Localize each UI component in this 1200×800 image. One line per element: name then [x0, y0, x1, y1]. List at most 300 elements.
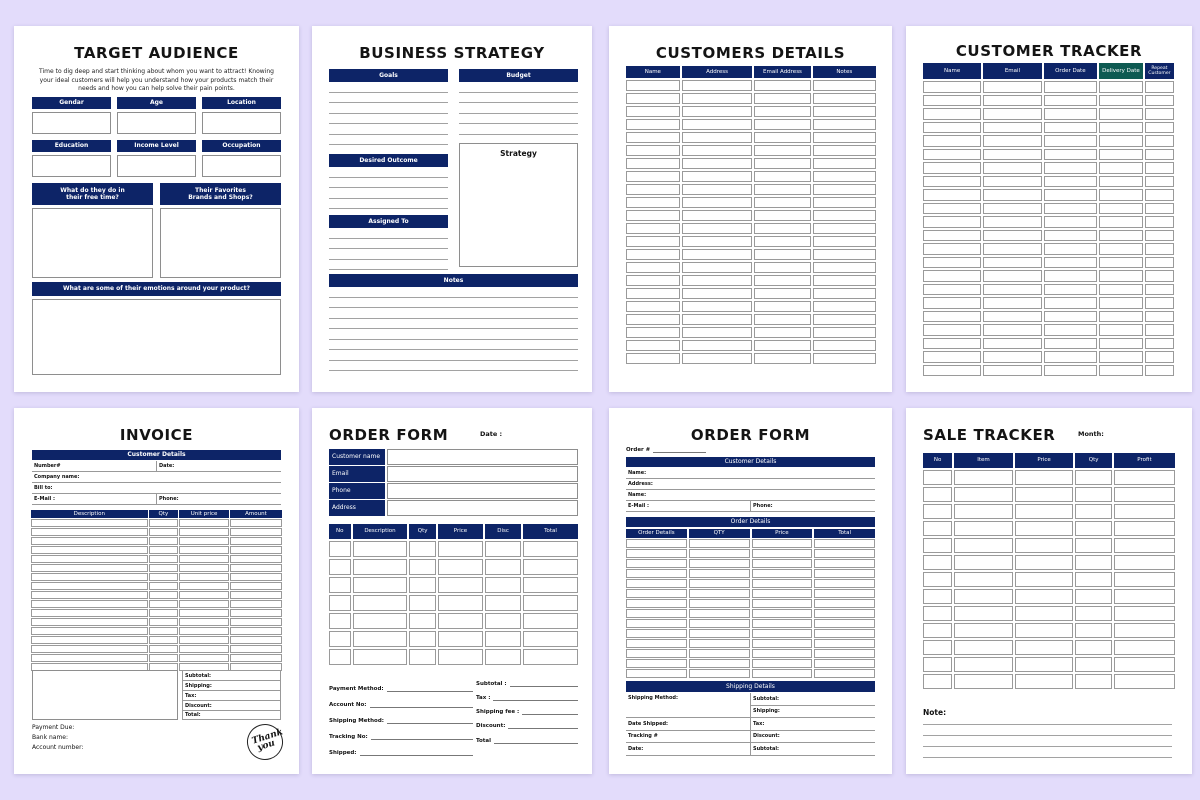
table-cell[interactable]: [923, 365, 981, 377]
table-cell[interactable]: [814, 669, 875, 678]
table-cell[interactable]: [626, 599, 687, 608]
shipping-method-field[interactable]: [329, 708, 473, 724]
subtotal-row[interactable]: Subtotal:: [182, 670, 281, 680]
table-cell[interactable]: [923, 311, 981, 323]
table-cell[interactable]: [1145, 351, 1174, 363]
table-cell[interactable]: [689, 549, 750, 558]
table-cell[interactable]: [689, 619, 750, 628]
table-cell[interactable]: [179, 519, 229, 527]
table-cell[interactable]: [1044, 122, 1097, 134]
table-cell[interactable]: [983, 162, 1041, 174]
table-cell[interactable]: [923, 176, 981, 188]
name-field[interactable]: Name:: [626, 468, 875, 479]
table-cell[interactable]: [1114, 521, 1175, 536]
table-cell[interactable]: [523, 541, 578, 557]
tax-row[interactable]: Tax:: [182, 690, 281, 700]
table-cell[interactable]: [485, 541, 521, 557]
table-cell[interactable]: [230, 591, 282, 599]
table-cell[interactable]: [923, 487, 952, 502]
number-field[interactable]: Number#: [32, 461, 157, 472]
table-cell[interactable]: [1044, 257, 1097, 269]
table-cell[interactable]: [409, 541, 435, 557]
phone-input[interactable]: [387, 483, 578, 499]
table-cell[interactable]: [1075, 572, 1112, 587]
table-cell[interactable]: [1044, 230, 1097, 242]
table-cell[interactable]: [923, 470, 952, 485]
table-cell[interactable]: [1044, 203, 1097, 215]
table-cell[interactable]: [923, 95, 981, 107]
table-cell[interactable]: [689, 539, 750, 548]
table-cell[interactable]: [923, 324, 981, 336]
table-cell[interactable]: [689, 569, 750, 578]
table-cell[interactable]: [1044, 149, 1097, 161]
table-cell[interactable]: [523, 577, 578, 593]
table-cell[interactable]: [149, 645, 179, 653]
table-cell[interactable]: [149, 591, 179, 599]
discount-row[interactable]: Discount:: [182, 700, 281, 710]
table-cell[interactable]: [626, 301, 680, 312]
table-cell[interactable]: [813, 171, 876, 182]
table-cell[interactable]: [752, 629, 813, 638]
table-cell[interactable]: [329, 541, 351, 557]
table-cell[interactable]: [1099, 351, 1143, 363]
email-field[interactable]: E-Mail :: [32, 494, 157, 505]
table-cell[interactable]: [1099, 162, 1143, 174]
table-cell[interactable]: [626, 589, 687, 598]
table-cell[interactable]: [1099, 270, 1143, 282]
table-cell[interactable]: [754, 158, 810, 169]
table-cell[interactable]: [1114, 606, 1175, 621]
table-cell[interactable]: [438, 631, 483, 647]
email-input[interactable]: [387, 466, 578, 482]
table-cell[interactable]: [329, 649, 351, 665]
table-cell[interactable]: [1015, 623, 1074, 638]
table-cell[interactable]: [626, 659, 687, 668]
table-cell[interactable]: [31, 519, 148, 527]
table-cell[interactable]: [1114, 640, 1175, 655]
date-shipped-field[interactable]: Date Shipped:: [626, 718, 750, 731]
subtotal2-field[interactable]: Subtotal:: [751, 743, 875, 756]
table-cell[interactable]: [626, 649, 687, 658]
table-cell[interactable]: [626, 210, 680, 221]
table-cell[interactable]: [983, 230, 1041, 242]
table-cell[interactable]: [754, 314, 810, 325]
table-cell[interactable]: [682, 262, 753, 273]
table-cell[interactable]: [230, 618, 282, 626]
table-cell[interactable]: [954, 487, 1013, 502]
date-field[interactable]: Date:: [157, 461, 281, 472]
table-cell[interactable]: [179, 546, 229, 554]
table-cell[interactable]: [230, 537, 282, 545]
table-cell[interactable]: [179, 618, 229, 626]
table-cell[interactable]: [1075, 555, 1112, 570]
location-box[interactable]: [202, 112, 281, 134]
table-cell[interactable]: [923, 135, 981, 147]
free-time-box[interactable]: [32, 208, 153, 278]
table-cell[interactable]: [1099, 216, 1143, 228]
table-cell[interactable]: [923, 674, 952, 689]
table-cell[interactable]: [983, 216, 1041, 228]
table-cell[interactable]: [682, 93, 753, 104]
table-cell[interactable]: [1099, 324, 1143, 336]
table-cell[interactable]: [1145, 189, 1174, 201]
table-cell[interactable]: [1114, 504, 1175, 519]
table-cell[interactable]: [983, 122, 1041, 134]
total-row[interactable]: Total:: [182, 710, 281, 720]
table-cell[interactable]: [149, 609, 179, 617]
table-cell[interactable]: [754, 132, 810, 143]
table-cell[interactable]: [1145, 230, 1174, 242]
table-cell[interactable]: [1044, 189, 1097, 201]
table-cell[interactable]: [689, 649, 750, 658]
table-cell[interactable]: [626, 80, 680, 91]
table-cell[interactable]: [626, 132, 680, 143]
subtotal-field[interactable]: [476, 673, 578, 687]
table-cell[interactable]: [1099, 95, 1143, 107]
table-cell[interactable]: [523, 631, 578, 647]
tracking-no-field[interactable]: [329, 724, 473, 740]
table-cell[interactable]: [813, 353, 876, 364]
table-cell[interactable]: [1114, 538, 1175, 553]
table-cell[interactable]: [954, 555, 1013, 570]
table-cell[interactable]: [689, 639, 750, 648]
table-cell[interactable]: [1044, 311, 1097, 323]
table-cell[interactable]: [923, 81, 981, 93]
table-cell[interactable]: [149, 582, 179, 590]
table-cell[interactable]: [409, 595, 435, 611]
table-cell[interactable]: [179, 528, 229, 536]
table-cell[interactable]: [1015, 521, 1074, 536]
table-cell[interactable]: [1099, 135, 1143, 147]
table-cell[interactable]: [752, 559, 813, 568]
table-cell[interactable]: [1044, 243, 1097, 255]
table-cell[interactable]: [752, 609, 813, 618]
table-cell[interactable]: [923, 589, 952, 604]
table-cell[interactable]: [754, 301, 810, 312]
table-cell[interactable]: [1099, 284, 1143, 296]
table-cell[interactable]: [923, 270, 981, 282]
table-cell[interactable]: [1145, 176, 1174, 188]
table-cell[interactable]: [1044, 351, 1097, 363]
table-cell[interactable]: [179, 573, 229, 581]
table-cell[interactable]: [689, 659, 750, 668]
payment-method-field[interactable]: [329, 676, 473, 692]
table-cell[interactable]: [626, 340, 680, 351]
table-cell[interactable]: [954, 572, 1013, 587]
table-cell[interactable]: [1145, 216, 1174, 228]
table-cell[interactable]: [1075, 538, 1112, 553]
table-cell[interactable]: [752, 639, 813, 648]
table-cell[interactable]: [626, 327, 680, 338]
table-cell[interactable]: [626, 629, 687, 638]
table-cell[interactable]: [682, 197, 753, 208]
table-cell[interactable]: [523, 649, 578, 665]
table-cell[interactable]: [1099, 122, 1143, 134]
table-cell[interactable]: [1015, 589, 1074, 604]
table-cell[interactable]: [754, 171, 810, 182]
table-cell[interactable]: [31, 645, 148, 653]
discount-field[interactable]: [476, 715, 578, 729]
table-cell[interactable]: [813, 327, 876, 338]
table-cell[interactable]: [983, 284, 1041, 296]
table-cell[interactable]: [626, 639, 687, 648]
table-cell[interactable]: [1099, 338, 1143, 350]
table-cell[interactable]: [626, 609, 687, 618]
table-cell[interactable]: [1075, 504, 1112, 519]
subtotal-field[interactable]: Subtotal:: [751, 693, 875, 706]
table-cell[interactable]: [230, 636, 282, 644]
table-cell[interactable]: [983, 324, 1041, 336]
table-cell[interactable]: [983, 351, 1041, 363]
income-box[interactable]: [117, 155, 196, 177]
phone-field[interactable]: Phone:: [157, 494, 281, 505]
table-cell[interactable]: [230, 645, 282, 653]
table-cell[interactable]: [31, 546, 148, 554]
date-field[interactable]: Date:: [626, 743, 750, 756]
order-number-field[interactable]: [626, 444, 706, 453]
table-cell[interactable]: [626, 262, 680, 273]
table-cell[interactable]: [682, 119, 753, 130]
table-cell[interactable]: [485, 649, 521, 665]
table-cell[interactable]: [983, 81, 1041, 93]
table-cell[interactable]: [813, 158, 876, 169]
table-cell[interactable]: [409, 649, 435, 665]
table-cell[interactable]: [814, 559, 875, 568]
table-cell[interactable]: [179, 555, 229, 563]
table-cell[interactable]: [1015, 657, 1074, 672]
table-cell[interactable]: [626, 569, 687, 578]
table-cell[interactable]: [983, 203, 1041, 215]
table-cell[interactable]: [1015, 606, 1074, 621]
table-cell[interactable]: [1044, 284, 1097, 296]
table-cell[interactable]: [626, 106, 680, 117]
note-lines[interactable]: [923, 714, 1172, 758]
table-cell[interactable]: [1044, 135, 1097, 147]
table-cell[interactable]: [626, 275, 680, 286]
table-cell[interactable]: [1145, 135, 1174, 147]
table-cell[interactable]: [31, 564, 148, 572]
table-cell[interactable]: [149, 546, 179, 554]
table-cell[interactable]: [923, 521, 952, 536]
table-cell[interactable]: [813, 119, 876, 130]
table-cell[interactable]: [485, 631, 521, 647]
table-cell[interactable]: [1075, 674, 1112, 689]
goals-lines[interactable]: [329, 82, 448, 156]
discount-field[interactable]: Discount:: [751, 731, 875, 744]
table-cell[interactable]: [626, 549, 687, 558]
table-cell[interactable]: [149, 600, 179, 608]
table-cell[interactable]: [923, 338, 981, 350]
notes-lines[interactable]: [329, 287, 578, 371]
table-cell[interactable]: [1044, 162, 1097, 174]
table-cell[interactable]: [353, 631, 408, 647]
table-cell[interactable]: [626, 249, 680, 260]
table-cell[interactable]: [485, 577, 521, 593]
table-cell[interactable]: [814, 619, 875, 628]
table-cell[interactable]: [814, 569, 875, 578]
shipping-field[interactable]: Shipping:: [751, 706, 875, 719]
table-cell[interactable]: [682, 171, 753, 182]
table-cell[interactable]: [1099, 243, 1143, 255]
table-cell[interactable]: [814, 549, 875, 558]
table-cell[interactable]: [409, 559, 435, 575]
table-cell[interactable]: [682, 184, 753, 195]
table-cell[interactable]: [230, 582, 282, 590]
table-cell[interactable]: [353, 577, 408, 593]
table-cell[interactable]: [813, 314, 876, 325]
table-cell[interactable]: [438, 613, 483, 629]
table-cell[interactable]: [626, 579, 687, 588]
table-cell[interactable]: [179, 609, 229, 617]
table-cell[interactable]: [954, 504, 1013, 519]
table-cell[interactable]: [923, 504, 952, 519]
table-cell[interactable]: [230, 627, 282, 635]
table-cell[interactable]: [682, 132, 753, 143]
table-cell[interactable]: [813, 262, 876, 273]
table-cell[interactable]: [923, 162, 981, 174]
bill-to-field[interactable]: Bill to:: [32, 483, 281, 494]
table-cell[interactable]: [813, 301, 876, 312]
table-cell[interactable]: [1114, 674, 1175, 689]
table-cell[interactable]: [983, 108, 1041, 120]
table-cell[interactable]: [626, 353, 680, 364]
table-cell[interactable]: [754, 288, 810, 299]
shipping-row[interactable]: Shipping:: [182, 680, 281, 690]
table-cell[interactable]: [954, 606, 1013, 621]
table-cell[interactable]: [752, 649, 813, 658]
education-box[interactable]: [32, 155, 111, 177]
table-cell[interactable]: [954, 470, 1013, 485]
table-cell[interactable]: [353, 613, 408, 629]
table-cell[interactable]: [814, 649, 875, 658]
table-cell[interactable]: [752, 569, 813, 578]
table-cell[interactable]: [754, 80, 810, 91]
table-cell[interactable]: [814, 589, 875, 598]
table-cell[interactable]: [31, 654, 148, 662]
table-cell[interactable]: [923, 243, 981, 255]
table-cell[interactable]: [1114, 487, 1175, 502]
table-cell[interactable]: [983, 365, 1041, 377]
table-cell[interactable]: [626, 197, 680, 208]
table-cell[interactable]: [813, 275, 876, 286]
table-cell[interactable]: [754, 353, 810, 364]
table-cell[interactable]: [626, 145, 680, 156]
table-cell[interactable]: [813, 93, 876, 104]
table-cell[interactable]: [813, 197, 876, 208]
table-cell[interactable]: [179, 582, 229, 590]
table-cell[interactable]: [754, 184, 810, 195]
table-cell[interactable]: [983, 176, 1041, 188]
table-cell[interactable]: [149, 519, 179, 527]
table-cell[interactable]: [923, 108, 981, 120]
table-cell[interactable]: [923, 555, 952, 570]
table-cell[interactable]: [983, 311, 1041, 323]
table-cell[interactable]: [230, 528, 282, 536]
table-cell[interactable]: [179, 645, 229, 653]
address-field[interactable]: Address:: [626, 479, 875, 490]
table-cell[interactable]: [1015, 504, 1074, 519]
occupation-box[interactable]: [202, 155, 281, 177]
table-cell[interactable]: [230, 609, 282, 617]
table-cell[interactable]: [353, 595, 408, 611]
table-cell[interactable]: [814, 629, 875, 638]
table-cell[interactable]: [983, 270, 1041, 282]
table-cell[interactable]: [983, 189, 1041, 201]
table-cell[interactable]: [954, 521, 1013, 536]
table-cell[interactable]: [626, 288, 680, 299]
gender-box[interactable]: [32, 112, 111, 134]
table-cell[interactable]: [682, 223, 753, 234]
table-cell[interactable]: [813, 210, 876, 221]
table-cell[interactable]: [329, 595, 351, 611]
table-cell[interactable]: [1099, 176, 1143, 188]
table-cell[interactable]: [230, 573, 282, 581]
table-cell[interactable]: [923, 257, 981, 269]
table-cell[interactable]: [31, 591, 148, 599]
table-cell[interactable]: [754, 262, 810, 273]
emotions-box[interactable]: [32, 299, 281, 375]
table-cell[interactable]: [1044, 216, 1097, 228]
table-cell[interactable]: [814, 539, 875, 548]
table-cell[interactable]: [523, 595, 578, 611]
table-cell[interactable]: [1099, 189, 1143, 201]
table-cell[interactable]: [1015, 640, 1074, 655]
table-cell[interactable]: [752, 659, 813, 668]
shipping-fee-field[interactable]: [476, 701, 578, 715]
table-cell[interactable]: [813, 288, 876, 299]
table-cell[interactable]: [230, 555, 282, 563]
table-cell[interactable]: [813, 184, 876, 195]
table-cell[interactable]: [682, 106, 753, 117]
table-cell[interactable]: [31, 609, 148, 617]
table-cell[interactable]: [754, 275, 810, 286]
table-cell[interactable]: [230, 654, 282, 662]
table-cell[interactable]: [814, 609, 875, 618]
table-cell[interactable]: [752, 669, 813, 678]
table-cell[interactable]: [31, 555, 148, 563]
table-cell[interactable]: [230, 564, 282, 572]
table-cell[interactable]: [1145, 243, 1174, 255]
table-cell[interactable]: [689, 589, 750, 598]
table-cell[interactable]: [438, 595, 483, 611]
table-cell[interactable]: [626, 93, 680, 104]
table-cell[interactable]: [149, 654, 179, 662]
table-cell[interactable]: [329, 613, 351, 629]
table-cell[interactable]: [1114, 623, 1175, 638]
table-cell[interactable]: [485, 559, 521, 575]
table-cell[interactable]: [923, 189, 981, 201]
company-field[interactable]: Company name:: [32, 472, 281, 483]
age-box[interactable]: [117, 112, 196, 134]
table-cell[interactable]: [1114, 572, 1175, 587]
table-cell[interactable]: [523, 559, 578, 575]
table-cell[interactable]: [179, 537, 229, 545]
table-cell[interactable]: [754, 210, 810, 221]
table-cell[interactable]: [682, 249, 753, 260]
table-cell[interactable]: [626, 669, 687, 678]
table-cell[interactable]: [1015, 555, 1074, 570]
table-cell[interactable]: [813, 106, 876, 117]
table-cell[interactable]: [954, 657, 1013, 672]
table-cell[interactable]: [983, 297, 1041, 309]
table-cell[interactable]: [1145, 162, 1174, 174]
table-cell[interactable]: [31, 636, 148, 644]
table-cell[interactable]: [752, 599, 813, 608]
outcome-lines[interactable]: [329, 167, 448, 220]
table-cell[interactable]: [923, 572, 952, 587]
table-cell[interactable]: [814, 639, 875, 648]
table-cell[interactable]: [31, 528, 148, 536]
